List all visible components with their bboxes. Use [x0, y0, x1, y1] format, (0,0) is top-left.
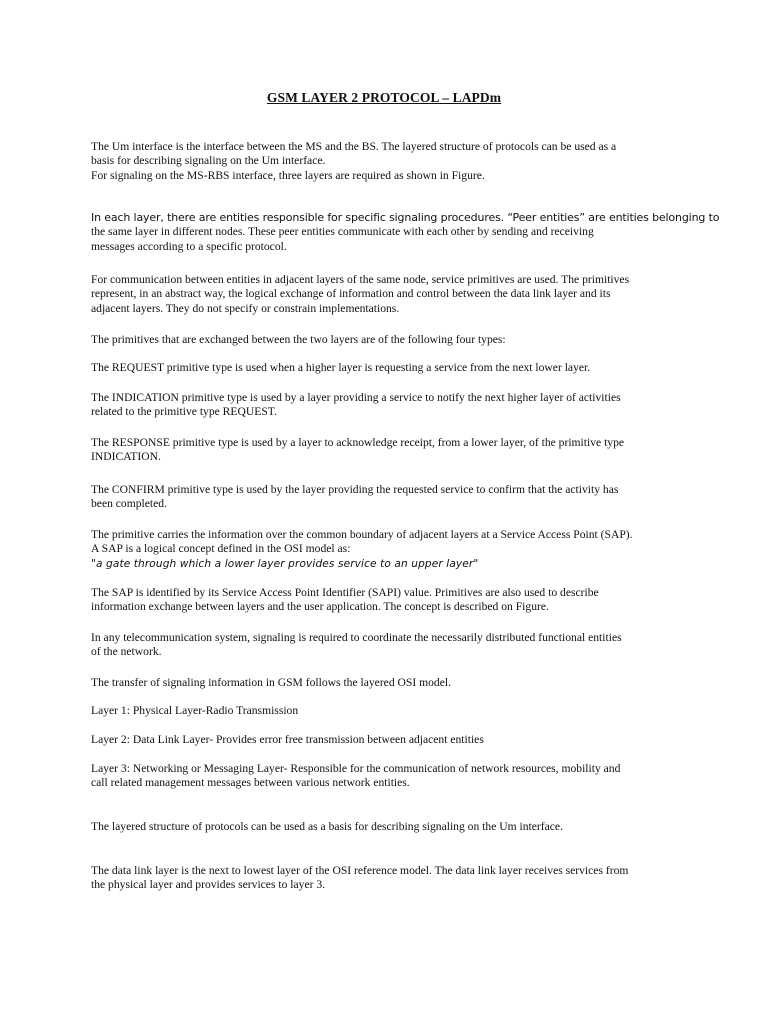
text-line: messages according to a specific protocol.	[91, 239, 287, 253]
paragraph-sap	[91, 528, 691, 571]
paragraph-osi-model	[91, 676, 691, 690]
text-line: For signaling on the MS-RBS interface, three layers are required as shown in Figure.	[91, 168, 485, 182]
paragraph-request	[91, 361, 691, 375]
text-line: of the network.	[91, 645, 162, 659]
text-line: The RESPONSE primitive type is used by a layer to acknowledge receipt, from a lower layer, of the primitive type	[91, 436, 625, 449]
text-line: The CONFIRM primitive type is used by the layer providing the requested service to confirm that the activity has	[91, 483, 619, 496]
text-line: The SAP is identified by its Service Access Point Identifier (SAPI) value. Primitives are also used to describe	[91, 586, 599, 599]
paragraph-layer-2	[91, 733, 691, 747]
text-line: INDICATION.	[91, 450, 161, 464]
paragraph-layered-structure	[91, 820, 691, 834]
paragraph-signaling	[91, 631, 691, 660]
paragraph-response	[91, 436, 691, 465]
paragraph-layer-3	[91, 762, 691, 791]
paragraph-layer-1	[91, 704, 691, 718]
document-title: GSM LAYER 2 PROTOCOL – LAPDm	[266, 90, 502, 105]
sap-definition-quote: "a gate through which a lower layer provides service to an upper layer"	[91, 557, 479, 570]
text-line: adjacent layers. They do not specify or constrain implementations.	[91, 301, 400, 315]
text-line: Layer 2: Data Link Layer- Provides error free transmission between adjacent entities	[91, 733, 484, 746]
text-line: basis for describing signaling on the Um interface.	[91, 154, 326, 168]
paragraph-data-link-layer	[91, 864, 691, 893]
text-line: The primitives that are exchanged between the two layers are of the following four types:	[91, 333, 506, 346]
text-line: the physical layer and provides services to layer 3.	[91, 878, 326, 892]
paragraph-peer-entities	[91, 211, 720, 254]
text-line: In any telecommunication system, signaling is required to coordinate the necessarily distributed functional entities	[91, 631, 622, 644]
text-line: The INDICATION primitive type is used by a layer providing a service to notify the next higher layer of activities	[91, 391, 621, 404]
text-line: the same layer in different nodes. These peer entities communicate with each other by sending and receiving	[91, 225, 594, 239]
text-line: For communication between entities in adjacent layers of the same node, service primitives are used. The primitives	[91, 273, 630, 286]
paragraph-sapi	[91, 586, 691, 615]
text-line: The REQUEST primitive type is used when a higher layer is requesting a service from the next lower layer.	[91, 361, 591, 374]
text-line: represent, in an abstract way, the logical exchange of information and control between the data link layer and its	[91, 287, 611, 301]
text-line: The data link layer is the next to lowest layer of the OSI reference model. The data link layer receives services from	[91, 864, 629, 877]
text-line: The Um interface is the interface between the MS and the BS. The layered structure of protocols can be used as a	[91, 140, 617, 153]
paragraph-um-interface	[91, 140, 691, 183]
text-line: information exchange between layers and the user application. The concept is described on Figure.	[91, 600, 549, 614]
text-line: In each layer, there are entities responsible for specific signaling procedures. “Peer entities” are entities belonging to	[91, 211, 720, 224]
text-line: A SAP is a logical concept defined in the OSI model as:	[91, 542, 351, 556]
text-line: been completed.	[91, 497, 167, 511]
text-line: The layered structure of protocols can be used as a basis for describing signaling on the Um interface.	[91, 820, 563, 833]
paragraph-service-primitives	[91, 273, 691, 316]
text-line: call related management messages between various network entities.	[91, 776, 410, 790]
text-line: Layer 3: Networking or Messaging Layer- Responsible for the communication of network resources, mobility and	[91, 762, 621, 775]
paragraph-four-types	[91, 333, 691, 347]
text-line: Layer 1: Physical Layer-Radio Transmission	[91, 704, 299, 717]
text-line: related to the primitive type REQUEST.	[91, 405, 277, 419]
text-line: The transfer of signaling information in GSM follows the layered OSI model.	[91, 676, 451, 689]
text-line: The primitive carries the information over the common boundary of adjacent layers at a Service Access Point (SAP).	[91, 528, 633, 541]
paragraph-confirm	[91, 483, 691, 512]
paragraph-indication	[91, 391, 691, 420]
